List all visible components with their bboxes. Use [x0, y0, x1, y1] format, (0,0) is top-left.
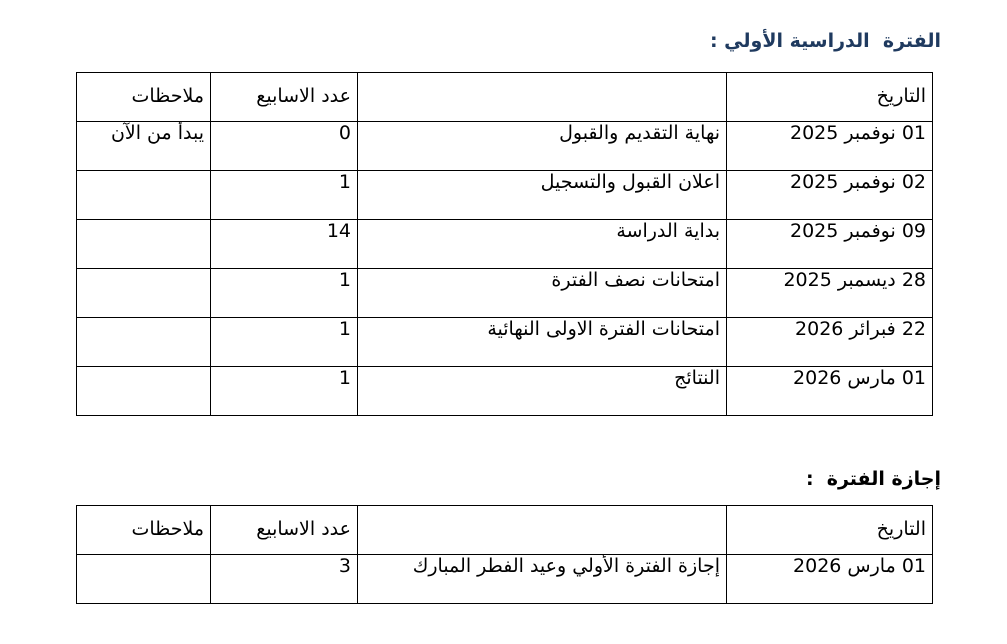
- table-row: [77, 171, 933, 220]
- row-event: بداية الدراسة: [358, 220, 727, 269]
- row-weeks: 14: [211, 220, 358, 269]
- section-title-term-break: إجازة الفترة :: [805, 468, 941, 490]
- row-weeks: 1: [211, 367, 358, 416]
- row-event: امتحانات الفترة الاولى النهائية: [358, 318, 727, 367]
- row-notes: [77, 367, 211, 416]
- row-notes: [77, 171, 211, 220]
- row-event: إجازة الفترة الأولي وعيد الفطر المبارك: [358, 555, 727, 604]
- row-date: 01 نوفمبر 2025: [727, 122, 933, 171]
- row-date: 01 مارس 2026: [727, 367, 933, 416]
- row-notes: يبدأ من الآن: [77, 122, 211, 171]
- row-event: اعلان القبول والتسجيل: [358, 171, 727, 220]
- table-row: [77, 269, 933, 318]
- header-event: [358, 73, 727, 122]
- table-row: [77, 220, 933, 269]
- table-header-row: [77, 506, 933, 555]
- row-notes: [77, 269, 211, 318]
- row-weeks: 1: [211, 171, 358, 220]
- header-weeks: عدد الاسابيع: [211, 506, 358, 555]
- row-date: 02 نوفمبر 2025: [727, 171, 933, 220]
- row-event: نهاية التقديم والقبول: [358, 122, 727, 171]
- row-weeks: 0: [211, 122, 358, 171]
- table-row: [77, 318, 933, 367]
- row-event: امتحانات نصف الفترة: [358, 269, 727, 318]
- header-event: [358, 506, 727, 555]
- row-date: 09 نوفمبر 2025: [727, 220, 933, 269]
- header-notes: ملاحظات: [77, 506, 211, 555]
- table-header-row: [77, 73, 933, 122]
- row-date: 22 فبرائر 2026: [727, 318, 933, 367]
- header-date: التاريخ: [727, 73, 933, 122]
- section-title-first-term: الفترة الدراسية الأولي :: [709, 30, 941, 52]
- header-notes: ملاحظات: [77, 73, 211, 122]
- header-date: التاريخ: [727, 506, 933, 555]
- table-row: [77, 122, 933, 171]
- table-row: [77, 555, 933, 604]
- row-date: 01 مارس 2026: [727, 555, 933, 604]
- row-notes: [77, 318, 211, 367]
- row-event: النتائج: [358, 367, 727, 416]
- row-weeks: 3: [211, 555, 358, 604]
- first-term-schedule-table: [76, 72, 933, 416]
- header-weeks: عدد الاسابيع: [211, 73, 358, 122]
- row-weeks: 1: [211, 269, 358, 318]
- row-notes: [77, 555, 211, 604]
- table-row: [77, 367, 933, 416]
- row-weeks: 1: [211, 318, 358, 367]
- term-break-table: [76, 505, 933, 604]
- row-notes: [77, 220, 211, 269]
- row-date: 28 ديسمبر 2025: [727, 269, 933, 318]
